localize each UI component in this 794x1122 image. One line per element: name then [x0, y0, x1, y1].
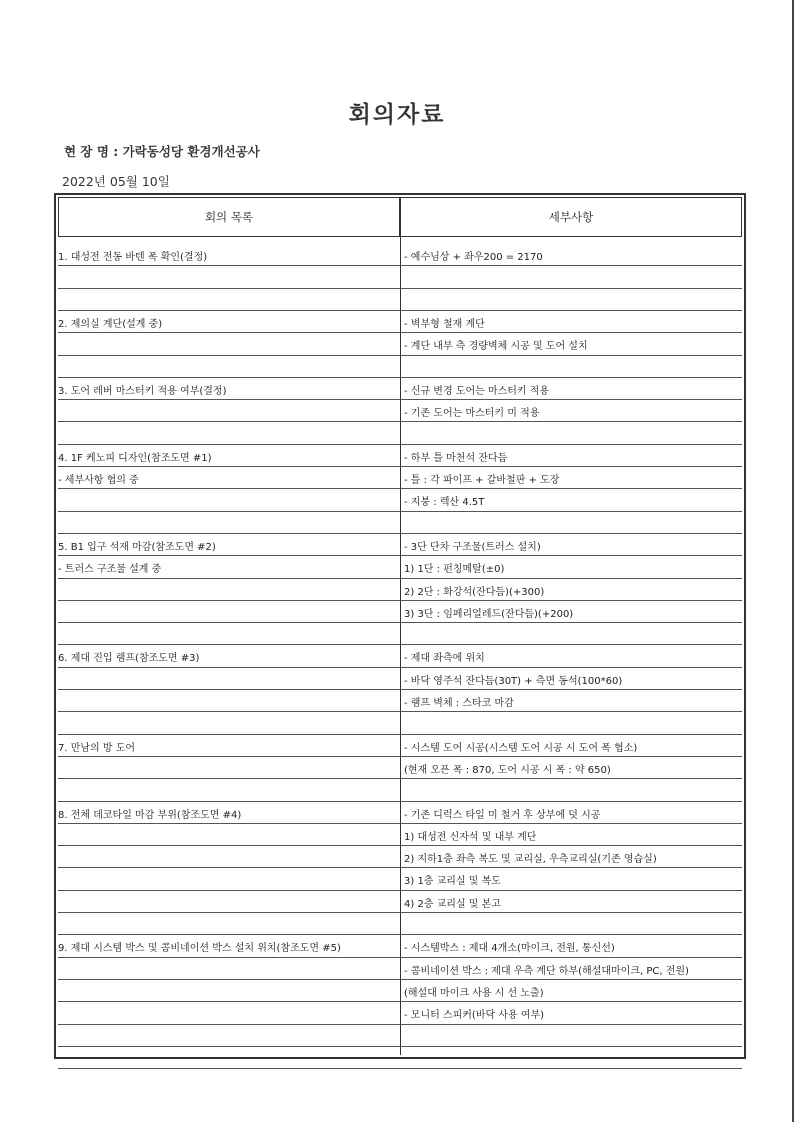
detail-cell: (해설대 마이크 사용 시 선 노출) [404, 987, 544, 999]
detail-cell: - 바닥 영주석 잔다듬(30T) + 측면 동석(100*60) [404, 675, 623, 687]
row-divider [58, 421, 742, 422]
row-divider [58, 555, 742, 556]
detail-cell: 2) 2단 : 화강석(잔다듬)(+300) [404, 586, 545, 598]
agenda-cell: 4. 1F 케노피 디자인(참조도면 #1) [58, 452, 212, 464]
detail-cell: - 시스템 도어 시공(시스템 도어 시공 시 도어 폭 협소) [404, 742, 638, 754]
detail-cell: - 벽부형 철재 계단 [404, 318, 485, 330]
detail-cell: - 신규 변경 도어는 마스터키 적용 [404, 385, 550, 397]
row-divider [58, 377, 742, 378]
row-divider [58, 734, 742, 735]
agenda-cell: 9. 제대 시스템 박스 및 콤비네이션 박스 설치 위치(참조도면 #5) [58, 943, 341, 955]
detail-cell: - 틀 : 각 파이프 + 갈바철판 + 도장 [404, 475, 560, 486]
row-divider [58, 778, 742, 779]
agenda-cell: - 세부사항 협의 중 [58, 475, 139, 486]
agenda-cell: 1. 대성전 전동 바텐 폭 확인(결정) [58, 252, 208, 263]
document-title: 회의자료 [348, 102, 446, 128]
detail-cell: - 계단 내부 측 경량벽체 시공 및 도어 설치 [404, 341, 588, 353]
detail-cell: 3) 3단 : 임페리얼레드(잔다듬)(+200) [404, 608, 574, 620]
row-divider [58, 444, 742, 445]
row-divider [58, 801, 742, 802]
agenda-cell: 8. 전체 데코타일 마감 부위(참조도면 #4) [58, 809, 242, 821]
detail-cell: - 모니터 스피커(바닥 사용 여부) [404, 1010, 545, 1022]
row-divider [58, 1001, 742, 1002]
row-divider [58, 711, 742, 712]
detail-cell: (현재 오픈 폭 : 870, 도어 시공 시 폭 : 약 650) [404, 764, 611, 776]
detail-cell: - 하부 틀 마천석 잔다듬 [404, 452, 508, 464]
row-divider [58, 488, 742, 489]
site-name: 현 장 명 : 가락동성당 환경개선공사 [64, 144, 260, 159]
detail-cell: 1) 대성전 신자석 및 내부 계단 [404, 831, 537, 843]
row-divider [58, 1046, 742, 1047]
row-divider [58, 867, 742, 868]
row-divider [58, 533, 742, 534]
row-divider [58, 823, 742, 824]
detail-cell: 4) 2층 교리실 및 본고 [404, 898, 501, 910]
detail-cell: - 램프 벽체 : 스타코 마감 [404, 698, 514, 709]
detail-cell: - 지붕 : 렉산 4.5T [404, 497, 485, 509]
row-divider [58, 689, 742, 690]
detail-cell: 2) 지하1층 좌측 복도 및 교리실, 우측교리실(기존 영습실) [404, 854, 657, 866]
row-divider [58, 288, 742, 289]
row-divider [58, 600, 742, 601]
row-divider [58, 332, 742, 333]
detail-cell: 1) 1단 : 펀칭메탈(±0) [404, 564, 505, 576]
agenda-cell: 7. 만남의 방 도어 [58, 742, 136, 754]
row-divider [58, 979, 742, 980]
row-divider [58, 667, 742, 668]
row-divider [58, 845, 742, 846]
row-divider [58, 466, 742, 467]
agenda-cell: 2. 제의실 계단(설계 중) [58, 318, 163, 330]
row-divider [58, 399, 742, 400]
row-divider [58, 265, 742, 266]
agenda-cell: 6. 제대 진입 램프(참조도면 #3) [58, 653, 200, 665]
agenda-cell: - 트러스 구조물 설계 중 [58, 564, 162, 576]
row-divider [58, 1024, 742, 1025]
detail-cell: - 기존 도어는 마스터키 미 적용 [404, 408, 540, 420]
row-divider [58, 934, 742, 935]
detail-cell: - 시스템박스 : 제대 4개소(마이크, 전원, 통신선) [404, 943, 615, 955]
row-divider [58, 511, 742, 512]
meeting-date: 2022년 05월 10일 [62, 174, 170, 189]
row-divider [58, 912, 742, 913]
row-divider [58, 622, 742, 623]
detail-cell: 3) 1층 교리실 및 복도 [404, 876, 501, 888]
row-divider [58, 756, 742, 757]
detail-cell: - 제대 좌측에 위치 [404, 653, 485, 665]
column-divider [400, 237, 401, 1055]
detail-cell: - 예수님상 + 좌우200 = 2170 [404, 252, 543, 263]
detail-cell: - 3단 단차 구조물(트러스 설치) [404, 541, 541, 553]
agenda-cell: 3. 도어 레버 마스터키 적용 여부(결정) [58, 385, 227, 397]
row-divider [58, 310, 742, 311]
row-divider [58, 644, 742, 645]
row-divider [58, 1068, 742, 1069]
agenda-cell: 5. B1 입구 석재 마감(참조도면 #2) [58, 541, 216, 553]
header-agenda: 회의 목록 [58, 197, 400, 237]
row-divider [58, 957, 742, 958]
detail-cell: - 콤비네이션 박스 : 제대 우측 계단 하부(해설대마이크, PC, 전원) [404, 965, 689, 977]
row-divider [58, 578, 742, 579]
header-details: 세부사항 [400, 197, 742, 237]
row-divider [58, 355, 742, 356]
detail-cell: - 기존 디럭스 타일 미 철거 후 상부에 덧 시공 [404, 809, 601, 821]
row-divider [58, 890, 742, 891]
